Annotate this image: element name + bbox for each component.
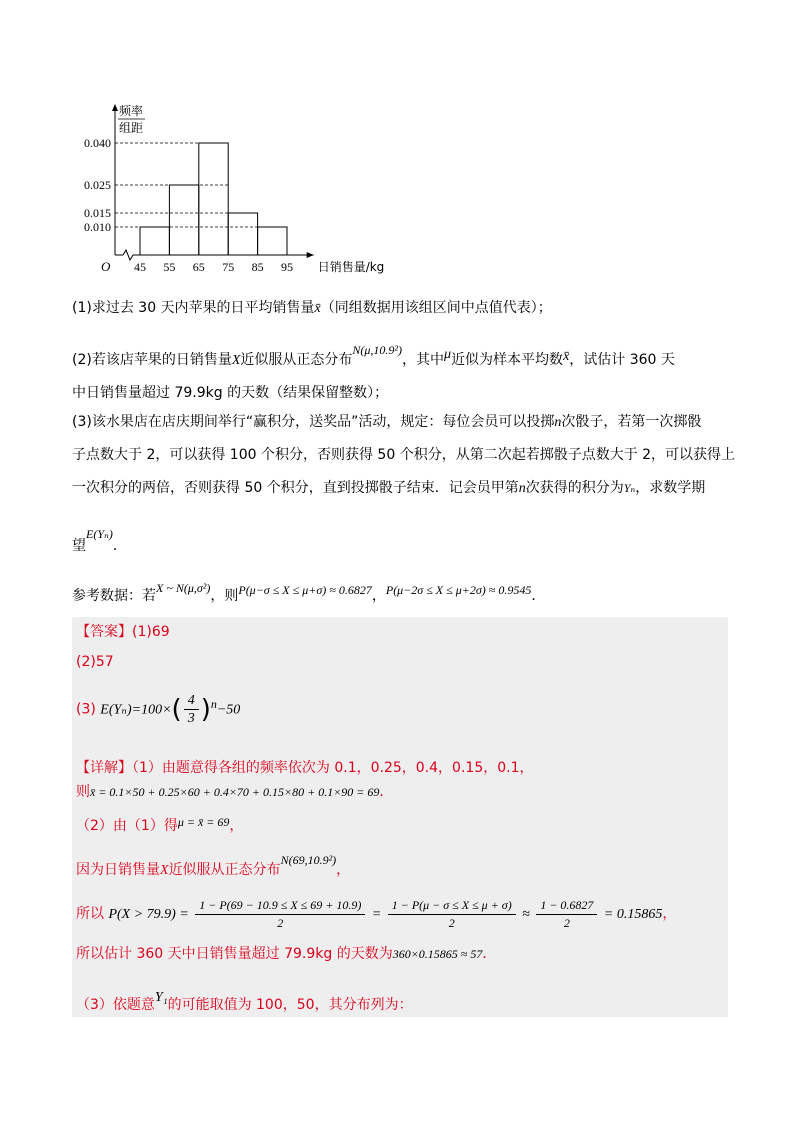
x-axis-label: 日销售量/kg xyxy=(317,260,385,274)
x-tick-label: 55 xyxy=(163,260,176,274)
question-3-line-3: 一次积分的两倍，否则获得 50 个积分，直到投掷骰子结束．记会员甲第n次获得的积分为Yₙ，求数学期 xyxy=(72,480,706,496)
y-axis-label-top: 频率 xyxy=(118,104,144,118)
detail-1: 【详解】（1）由题意得各组的频率依次为 0.1，0.25，0.4，0.15，0.1， xyxy=(76,760,534,776)
answer-3: (3) E(Yₙ)=100×( $\frac{4}{3}$ )$^n$−50 xyxy=(76,693,241,727)
y-tick-label: 0.040 xyxy=(84,136,111,150)
x-tick-label: 75 xyxy=(222,260,235,274)
question-3-line-4: 望E(Yₙ)． xyxy=(72,527,127,554)
y-tick-label: 0.025 xyxy=(84,178,111,192)
histogram-chart xyxy=(60,98,400,288)
question-2-line-1: (2)若该店苹果的日销售量X近似服从正态分布N(μ,10.9²)，其中μ近似为样本平均数x̄，试估计 360 天 xyxy=(72,343,675,368)
histogram-bar xyxy=(258,227,287,255)
histogram-bar xyxy=(199,143,228,255)
reference-data: 参考数据：若X ~ N(μ,σ²)，则P(μ−σ ≤ X ≤ μ+σ) ≈ 0.6827，P(μ−2σ ≤ X ≤ μ+2σ) ≈ 0.9545． xyxy=(72,581,546,604)
x-tick-label: 65 xyxy=(192,260,205,274)
y-axis-label-bottom: 组距 xyxy=(118,121,144,135)
x-tick-label: 45 xyxy=(134,260,146,274)
question-2-line-2: 中日销售量超过 79.9kg 的天数（结果保留整数）； xyxy=(72,385,389,401)
y-axis-arrow xyxy=(112,104,118,111)
detail-3: （3）依题意Y₁的可能取值为 100，50，其分布列为： xyxy=(76,990,413,1013)
histogram-bar xyxy=(228,213,257,255)
y-tick-label: 0.015 xyxy=(84,206,111,220)
detail-2-distribution: 因为日销售量X近似服从正态分布N(69,10.9²)， xyxy=(76,853,351,878)
histogram-bar xyxy=(169,185,198,255)
y-tick-label: 0.010 xyxy=(84,220,111,234)
answer-2: (2)57 xyxy=(76,654,114,670)
histogram-bar xyxy=(140,227,169,255)
x-tick-label: 85 xyxy=(251,260,264,274)
detail-2-estimate: 所以估计 360 天中日销售量超过 79.9kg 的天数为360×0.15865 ≈ 57． xyxy=(76,946,497,962)
answer-1: 【答案】(1)69 xyxy=(76,624,170,640)
detail-2: （2）由（1）得μ = x̄ = 69， xyxy=(76,815,244,834)
question-1: (1)求过去 30 天内苹果的日平均销售量x̄（同组数据用该组区间中点值代表）； xyxy=(72,300,552,316)
origin-label: O xyxy=(101,259,111,274)
question-3-line-2: 子点数大于 2，可以获得 100 个积分，否则获得 50 个积分，从第二次起若掷骰子点数大于 2，可以获得上 xyxy=(72,447,736,463)
question-3-line-1: (3)该水果店在店庆期间举行“赢积分，送奖品”活动，规定：每位会员可以投掷n次骰子，若第一次掷骰 xyxy=(72,414,702,430)
x-tick-label: 95 xyxy=(281,260,293,274)
x-axis-arrow xyxy=(307,252,314,258)
detail-1-formula: 则x̄ = 0.1×50 + 0.25×60 + 0.4×70 + 0.15×80 + 0.1×90 = 69． xyxy=(76,784,394,800)
histogram-svg xyxy=(60,98,400,288)
detail-2-probability: 所以 P(X > 79.9) = $\frac{1 - P(69 - 10.9 \le X \le 69 + 10.9)}{2}$ = $\frac{1 - P(\mu - \sigma \le X \le \mu + \sigma)}{2}$ ≈ $\frac{1 - 0.6827}{2}$ = 0.15865， xyxy=(76,897,677,930)
axis-break-mark xyxy=(123,250,133,260)
